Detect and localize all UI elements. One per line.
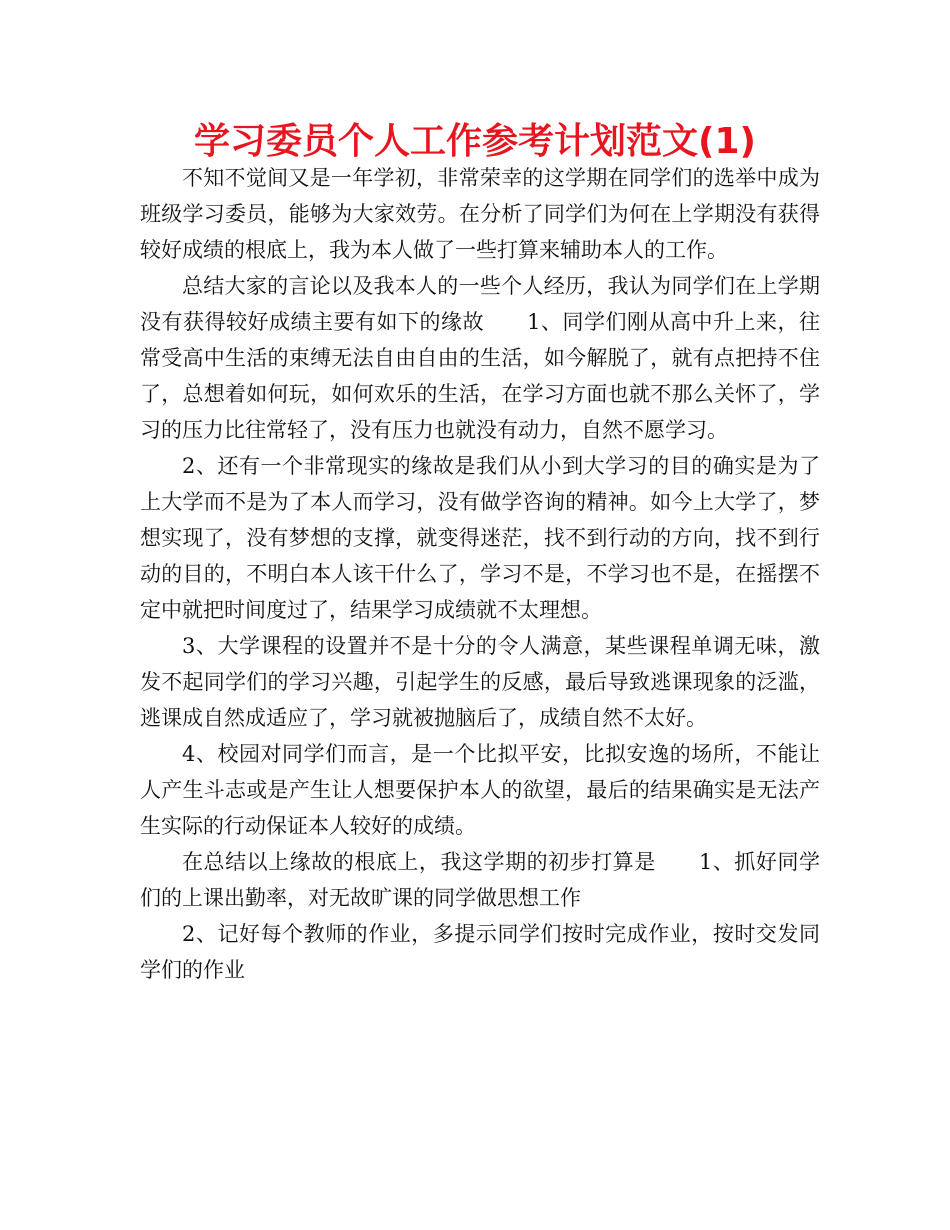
paragraph-plan-2: 2、记好每个教师的作业，多提示同学们按时完成作业，按时交发同学们的作业 bbox=[140, 922, 820, 982]
paragraph-plan-1: 在总结以上缘故的根底上，我这学期的初步打算是 1、抓好同学们的上课出勤率，对无故旷课的同学做思想工作 bbox=[140, 850, 820, 910]
document-body bbox=[140, 160, 820, 988]
paragraph-reason-3: 3、大学课程的设置并不是十分的令人满意，某些课程单调无味，激发不起同学们的学习兴趣，引起学生的反感，最后导致逃课现象的泛滥，逃课成自然成适应了，学习就被抛脑后了，成绩自然不太好。 bbox=[140, 634, 820, 730]
paragraph-intro: 不知不觉间又是一年学初，非常荣幸的这学期在同学们的选举中成为班级学习委员，能够为大家效劳。在分析了同学们为何在上学期没有获得较好成绩的根底上，我为本人做了一些打算来辅助本人的工作。 bbox=[140, 166, 820, 262]
document-title: 学习委员个人工作参考计划范文(1) bbox=[194, 121, 756, 162]
paragraph-reason-2: 2、还有一个非常现实的缘故是我们从小到大学习的目的确实是为了上大学而不是为了本人而学习，没有做学咨询的精神。如今上大学了，梦想实现了，没有梦想的支撑，就变得迷茫，找不到行动的方向，找不到行动的目的，不明白本人该干什么了，学习不是，不学习也不是，在摇摆不定中就把时间度过了，结果学习成绩就不太理想。 bbox=[140, 454, 820, 622]
paragraph-reason-4: 4、校园对同学们而言，是一个比拟平安，比拟安逸的场所，不能让人产生斗志或是产生让人想要保护本人的欲望，最后的结果确实是无法产生实际的行动保证本人较好的成绩。 bbox=[140, 742, 820, 838]
paragraph-reasons-summary: 总结大家的言论以及我本人的一些个人经历，我认为同学们在上学期没有获得较好成绩主要有如下的缘故 1、同学们刚从高中升上来，往常受高中生活的束缚无法自由自由的生活，如今解脱了，就有点把持不住了，总想着如何玩，如何欢乐的生活，在学习方面也就不那么关怀了，学习的压力比往常轻了，没有压力也就没有动力，自然不愿学习。 bbox=[140, 274, 820, 442]
